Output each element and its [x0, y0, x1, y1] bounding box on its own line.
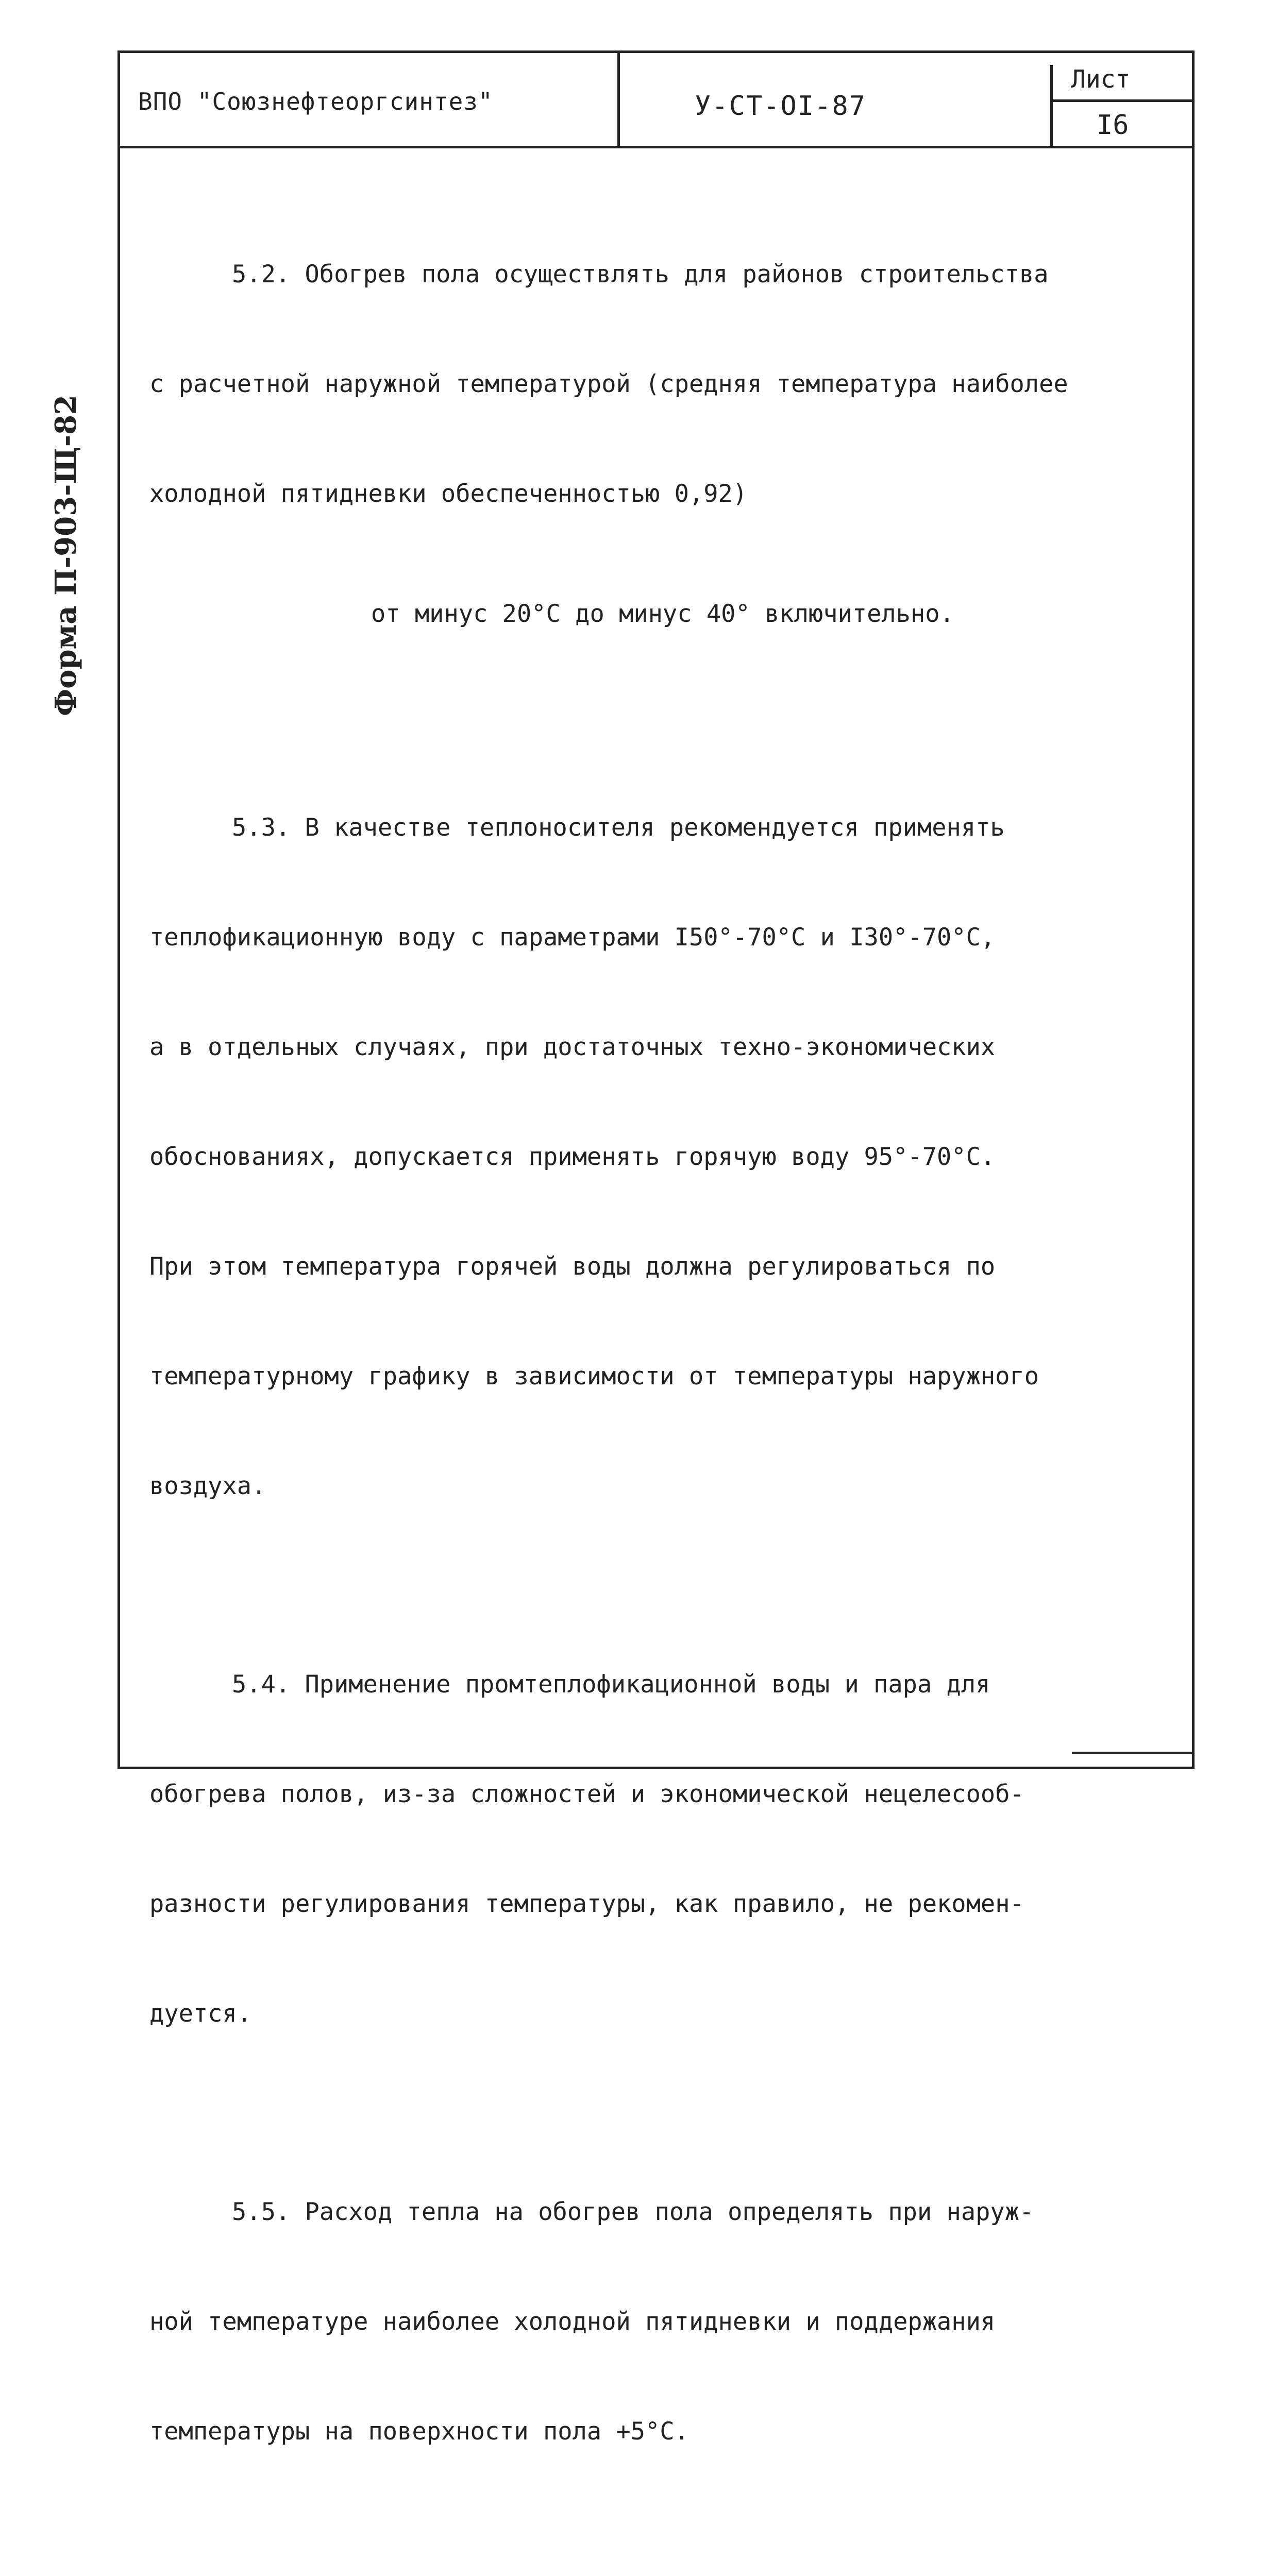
text-line: 5.5. Расход тепла на обогрев пола определять при наруж-: [232, 2198, 1034, 2226]
document-body: [149, 183, 1154, 2576]
text-line: с расчетной наружной температурой (средняя температура наиболее: [149, 370, 1068, 398]
section-5-2: [149, 183, 1154, 721]
text-line: 5.2. Обогрев пола осуществлять для районов строительства: [232, 260, 1049, 289]
section-5-4: [149, 1593, 1154, 2105]
text-line: дуется.: [149, 1999, 252, 2028]
text-line: воздуха.: [149, 1472, 266, 1500]
text-line: ной температуре наиболее холодной пятидневки и поддержания: [149, 2308, 996, 2336]
organization-name: ВПО "Союзнефтеоргсинтез": [138, 88, 493, 115]
text-line: холодной пятидневки обеспеченностью 0,92): [149, 480, 748, 508]
text-line: При этом температура горячей воды должна регулироваться по: [149, 1252, 996, 1281]
section-5-3: [149, 736, 1154, 1578]
sheet-number: I6: [1097, 110, 1129, 141]
section-5-5: [149, 2121, 1154, 2523]
temperature-range-line: от минус 20°С до минус 40° включительно.: [371, 600, 954, 628]
text-line: а в отдельных случаях, при достаточных техно-экономических: [149, 1033, 996, 1061]
document-code: У-СТ-ОI-87: [695, 91, 867, 122]
bottom-corner-rule: [1072, 1752, 1195, 1754]
text-line: температуры на поверхности пола +5°С.: [149, 2417, 689, 2446]
form-stamp: Форма П-903-Щ-82: [49, 395, 83, 716]
text-line: обоснованиях, допускается применять горячую воду 95°-70°С.: [149, 1143, 996, 1171]
title-block: [117, 50, 1195, 148]
text-line: теплофикационную воду с параметрами I50°-70°С и I30°-70°С,: [149, 923, 996, 952]
section-5-6: [149, 2538, 1154, 2576]
text-line: обогрева полов, из-за сложностей и экономической нецелесооб-: [149, 1780, 1024, 1808]
text-line: температурному графику в зависимости от температуры наружного: [149, 1362, 1039, 1391]
sheet-cell-rule: [1050, 99, 1195, 102]
sheet-label: Лист: [1071, 65, 1131, 94]
sheet-cell-divider: [1050, 65, 1053, 148]
text-line: разности регулирования температуры, как правило, не рекомен-: [149, 1890, 1024, 1918]
text-line: 5.4. Применение промтеплофикационной воды и пара для: [232, 1670, 990, 1699]
text-line: 5.3. В качестве теплоносителя рекомендуется применять: [232, 814, 1005, 842]
title-block-divider: [617, 50, 620, 148]
